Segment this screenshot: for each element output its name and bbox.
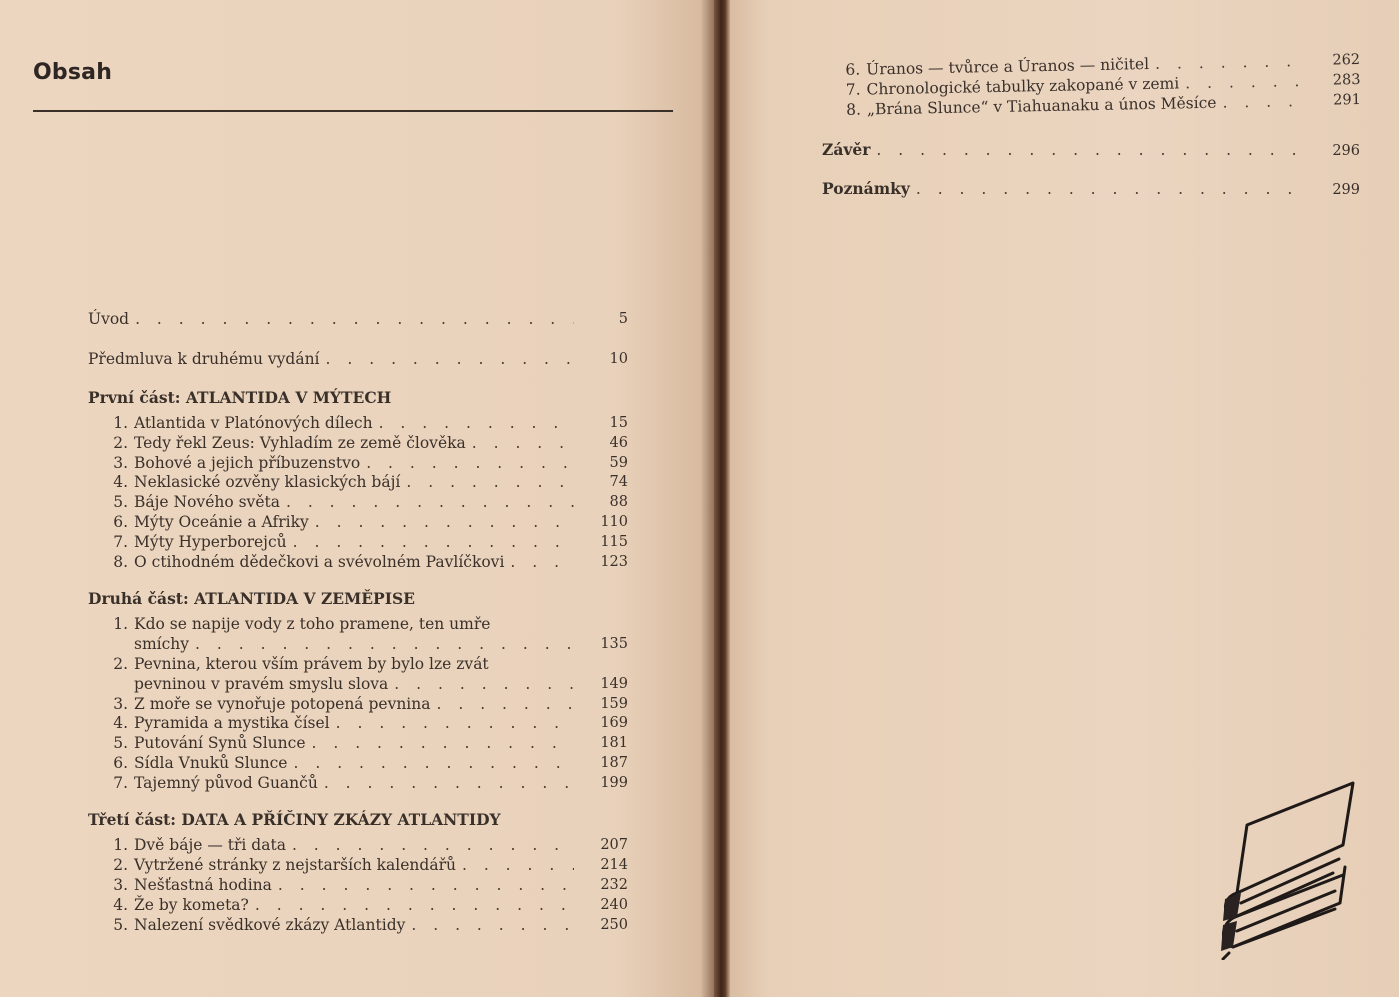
title-rule (33, 110, 673, 112)
toc-entry[interactable]: 5. Báje Nového světa . . . 88 (106, 493, 628, 513)
toc-entry-conclusion[interactable]: Závěr . . . 296 (822, 140, 1360, 159)
leader-dots (326, 350, 574, 370)
toc-entry[interactable]: 7. Tajemný původ Guančů . . . 199 (106, 774, 628, 794)
toc-right-continued (838, 50, 1361, 120)
toc-entry-line1[interactable]: 2. Pevnina, kterou vším právem by bylo lze zvát (113, 654, 489, 673)
part-heading: První část: ATLANTIDA V MÝTECH (88, 387, 392, 407)
toc-entry[interactable]: 7. Mýty Hyperborejců . . . 115 (106, 533, 628, 553)
toc-entry[interactable]: 7. Chronologické tabulky zakopané v zemi . . . 283 (838, 70, 1360, 100)
toc-entry[interactable]: 2. Vytržené stránky z nejstarších kalendářů . . . 214 (106, 856, 628, 876)
toc-entry[interactable]: 1. Atlantida v Platónových dílech . . . 15 (106, 414, 628, 434)
toc-entry[interactable]: 5. Putování Synů Slunce . . . 181 (106, 734, 628, 754)
toc-entry[interactable]: 2. Tedy řekl Zeus: Vyhladím ze země člověka . . . 46 (106, 434, 628, 454)
toc-entry[interactable]: smíchy . . . 135 (106, 635, 628, 655)
part-1-list (88, 414, 628, 573)
toc-entry[interactable]: pevninou v pravém smyslu slova . . . 149 (106, 675, 628, 695)
toc-entry[interactable]: 6. Sídla Vnuků Slunce . . . 187 (106, 754, 628, 774)
part-heading: Třetí část: DATA A PŘÍČINY ZKÁZY ATLANTIDY (88, 810, 501, 830)
entry-page: 10 (609, 350, 628, 367)
part-2-list (88, 615, 628, 794)
part-3-list (88, 836, 628, 936)
toc-entry[interactable]: 6. Úranos — tvůrce a Úranos — ničitel . . . 262 (838, 50, 1360, 80)
toc-right-closing (822, 140, 1360, 198)
toc-entry-notes[interactable]: Poznámky . . . 299 (822, 179, 1360, 198)
toc-entry[interactable]: 1. Dvě báje — tři data . . . 207 (106, 836, 628, 856)
toc-entry[interactable]: 3. Nešťastná hodina . . . 232 (106, 876, 628, 896)
toc-entry[interactable]: 5. Nalezení svědkové zkázy Atlantidy . . . 250 (106, 916, 628, 936)
entry-title: Předmluva k druhému vydání (88, 349, 320, 368)
part-heading: Druhá část: ATLANTIDA V ZEMĚPISE (88, 588, 415, 608)
leader-dots (135, 310, 574, 330)
toc-entry-intro[interactable] (88, 310, 628, 330)
book-spine (714, 0, 730, 997)
toc-entry[interactable]: 4. Že by kometa? . . . 240 (106, 896, 628, 916)
toc-left (88, 310, 628, 935)
entry-page: 5 (618, 311, 628, 327)
toc-entry-line1[interactable]: 1. Kdo se napije vody z toho pramene, ten umře (113, 614, 491, 633)
toc-entry[interactable]: 4. Neklasické ozvěny klasických bájí . . . 74 (106, 473, 628, 493)
toc-entry[interactable]: 6. Mýty Oceánie a Afriky . . . 110 (106, 513, 628, 533)
toc-entry[interactable]: 3. Bohové a jejich příbuzenstvo . . . 59 (106, 454, 628, 474)
toc-entry[interactable]: 4. Pyramida a mystika čísel . . . 169 (106, 714, 628, 734)
entry-title: Úvod (88, 310, 130, 328)
toc-entry-preface[interactable] (88, 350, 628, 370)
toc-entry[interactable]: 3. Z moře se vynořuje potopená pevnina . . . 159 (106, 695, 628, 715)
toc-entry[interactable]: 8. O ctihodném dědečkovi a svévolném Pavlíčkovi . . . 123 (106, 553, 628, 573)
toc-entry[interactable]: 8. „Brána Slunce“ v Tiahuanaku a únos Měsíce . . . 291 (839, 90, 1361, 120)
book-sketch-icon (1215, 775, 1365, 960)
page-title: Obsah (33, 60, 113, 85)
